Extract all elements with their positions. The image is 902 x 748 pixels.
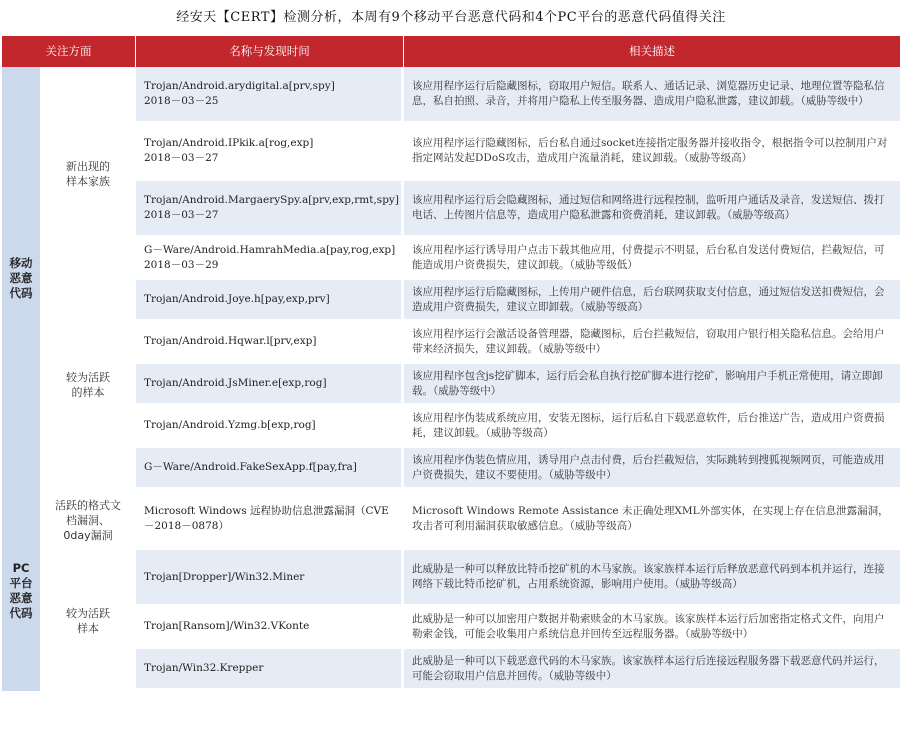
row-name-cell: [136, 448, 404, 490]
table-row: [2, 490, 900, 550]
sample-name: Trojan[Dropper]/Win32.Miner: [144, 570, 305, 583]
sample-description: 该应用程序运行后隐藏图标，窃取用户短信。联系人、通话记录、浏览器历史记录、地理位置等隐私信息，私自拍照、录音，并将用户隐私上传至服务器、造成用户隐私泄露，建议卸载。（威胁等级中）: [404, 67, 900, 124]
sample-name: Microsoft Windows 远程协助信息泄露漏洞（CVE－2018－0878）: [144, 504, 389, 532]
sample-description: 此威胁是一种可以释放比特币挖矿机的木马家族。该家族样本运行后释放恶意代码到本机并运行，连接网络下载比特币挖矿机，占用系统资源，影响用户使用。（威胁等级高）: [404, 550, 900, 607]
subcategory-new-families: [43, 67, 136, 280]
category-pc: [2, 490, 43, 691]
table-row: [2, 322, 900, 364]
sample-name: Trojan/Android.JsMiner.e[exp,rog]: [144, 377, 327, 389]
sample-date: 2018－03－25: [144, 95, 219, 107]
sample-name: Trojan/Android.Hqwar.l[prv,exp]: [144, 335, 317, 347]
sample-name: G－Ware/Android.FakeSexApp.f[pay,fra]: [144, 461, 357, 473]
sample-description: 该应用程序运行会激活设备管理器，隐藏图标，后台拦截短信，窃取用户银行相关隐私信息。会给用户带来经济损失，建议卸载。（威胁等级中）: [404, 322, 900, 364]
table-row: [2, 364, 900, 406]
sample-name: Trojan/Android.arydigital.a[prv,spy]: [144, 80, 335, 92]
row-name-cell: [136, 67, 404, 124]
table-row: [2, 649, 900, 691]
table-row: [2, 181, 900, 238]
subcategory-new-families-label: 新出现的样本家族: [66, 159, 110, 188]
sample-date: 2018－03－29: [144, 258, 219, 271]
table-row: [2, 67, 900, 124]
subcategory-active-samples: [43, 280, 136, 490]
page-title: 经安天【CERT】检测分析，本周有9个移动平台恶意代码和4个PC平台的恶意代码值得关注: [176, 10, 726, 25]
row-name-cell: [136, 607, 404, 649]
sample-name: Trojan/Android.MargaerySpy.a[prv,exp,rmt,spy]: [144, 194, 399, 206]
category-mobile-label: 移动恶意代码: [9, 256, 33, 300]
sample-description: 此威胁是一种可以加密用户数据并勒索赎金的木马家族。该家族样本运行后加密指定格式文件，向用户勒索金钱，可能会收集用户系统信息并回传至远程服务器。（威胁等级中）: [404, 607, 900, 649]
subcategory-vulnerabilities: [43, 490, 136, 550]
row-name-cell: [136, 238, 404, 280]
sample-name: Trojan/Android.Yzmg.b[exp,rog]: [144, 419, 316, 431]
subcategory-active-samples-label: 较为活跃的样本: [66, 371, 110, 399]
threat-table: [2, 36, 900, 691]
table-row: [2, 124, 900, 181]
sample-description: Microsoft Windows Remote Assistance 未正确处理XML外部实体，在实现上存在信息泄露漏洞，攻击者可利用漏洞获取敏感信息。（威胁等级高）: [404, 490, 900, 550]
sample-name: Trojan/Android.Joye.h[pay,exp,prv]: [144, 293, 330, 305]
table-row: [2, 406, 900, 448]
table-header-row: [2, 36, 900, 67]
sample-name: G－Ware/Android.HamrahMedia.a[pay,rog,exp]: [144, 243, 396, 256]
header-name: 名称与发现时间: [136, 36, 404, 67]
sample-description: 该应用程序运行隐藏图标，后台私自通过socket连接指定服务器并接收指令，根据指令可以控制用户对指定网站发起DDoS攻击，造成用户流量消耗，建议卸载。（威胁等级高）: [404, 124, 900, 181]
row-name-cell: [136, 181, 404, 238]
table-row: [2, 280, 900, 322]
row-name-cell: [136, 322, 404, 364]
sample-name: Trojan[Ransom]/Win32.VKonte: [144, 620, 310, 632]
subcategory-vulnerabilities-label: 活跃的格式文档漏洞、0day漏洞: [55, 498, 121, 542]
sample-description: 该应用程序包含js挖矿脚本，运行后会私自执行挖矿脚本进行挖矿，影响用户手机正常使用，请立即卸载。（威胁等级中）: [404, 364, 900, 406]
sample-name: Trojan/Win32.Krepper: [144, 662, 264, 674]
sample-description: 此威胁是一种可以下载恶意代码的木马家族。该家族样本运行后连接远程服务器下载恶意代码并运行，可能会窃取用户信息并回传。（威胁等级中）: [404, 649, 900, 691]
row-name-cell: [136, 364, 404, 406]
subcategory-pc-active: [43, 550, 136, 691]
sample-description: 该应用程序伪装色情应用，诱导用户点击付费，后台拦截短信，实际跳转到搜狐视频网页，可能造成用户资费损失，建议不要使用。（威胁等级中）: [404, 448, 900, 490]
row-name-cell: [136, 550, 404, 607]
sample-date: 2018－03－27: [144, 152, 219, 164]
row-name-cell: [136, 280, 404, 322]
table-row: [2, 448, 900, 490]
sample-description: 该应用程序运行后隐藏图标，上传用户硬件信息，后台联网获取支付信息，通过短信发送扣费短信，会造成用户资费损失，建议立即卸载。（威胁等级高）: [404, 280, 900, 322]
row-name-cell: [136, 649, 404, 691]
sample-description: 该应用程序运行后会隐藏图标，通过短信和网络进行远程控制，监听用户通话及录音，发送短信、拨打电话、上传图片信息等，造成用户隐私泄露和资费消耗，建议卸载。（威胁等级高）: [404, 181, 900, 238]
sample-description: 该应用程序伪装成系统应用，安装无图标，运行后私自下载恶意软件，后台推送广告，造成用户资费损耗，建议卸载。（威胁等级高）: [404, 406, 900, 448]
table-row: [2, 238, 900, 280]
table-row: [2, 550, 900, 607]
sample-description: 该应用程序运行诱导用户点击下载其他应用，付费提示不明显，后台私自发送付费短信，拦截短信，可能造成用户资费损失，建议卸载。（威胁等级低）: [404, 238, 900, 280]
sample-name: Trojan/Android.IPkik.a[rog,exp]: [144, 137, 314, 149]
category-pc-label: PC平台恶意代码: [9, 560, 33, 620]
category-mobile: [2, 67, 43, 490]
subcategory-pc-active-label: 较为活跃样本: [66, 606, 110, 635]
header-desc: 相关描述: [404, 36, 900, 67]
table-row: [2, 607, 900, 649]
row-name-cell: [136, 406, 404, 448]
row-name-cell: [136, 124, 404, 181]
row-name-cell: [136, 490, 404, 550]
header-focus: 关注方面: [2, 36, 136, 67]
sample-date: 2018－03－27: [144, 209, 219, 221]
